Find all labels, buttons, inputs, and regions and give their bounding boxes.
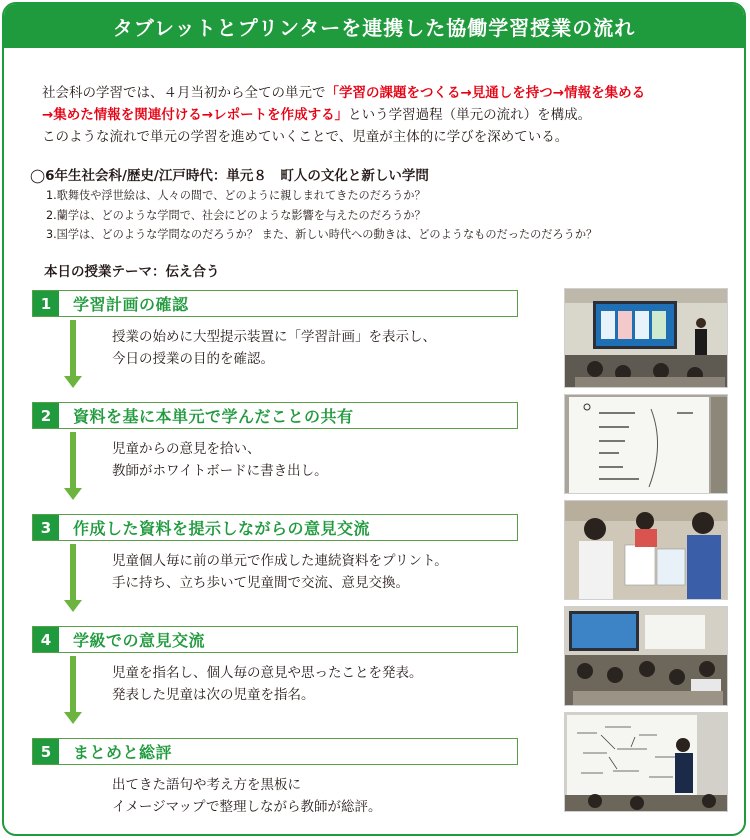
down-arrow-icon [62, 432, 84, 502]
step-title: 作成した資料を提示しながらの意見交流 [73, 519, 371, 538]
step-5-description [112, 774, 381, 818]
intro-text: このような流れで単元の学習を進めていくことで、児童が主体的に学びを深めている。 [42, 129, 569, 145]
step-description-line: 手に持ち、立ち歩いて児童間で交流、意見交換。 [112, 575, 409, 591]
whiteboard-photo [564, 394, 728, 494]
intro-text: 社会科の学習では、４月当初から全ての単元で [42, 85, 326, 101]
intro-paragraph [42, 82, 732, 148]
step-5-header [32, 738, 518, 765]
intro-highlight: 「学習の課題をつくる→見通しを持つ→情報を集める [325, 85, 646, 101]
class-discussion-photo [564, 606, 728, 706]
step-2-description [112, 438, 328, 482]
step-3-description [112, 550, 448, 594]
down-arrow-icon [62, 320, 84, 390]
students-exchange-photo [564, 500, 728, 600]
step-1-description [112, 326, 436, 370]
lesson-theme: 本日の授業テーマ：伝え合う [44, 264, 220, 280]
step-title: 学習計画の確認 [73, 295, 189, 314]
step-description-line: 児童個人毎に前の単元で作成した連続資料をプリント。 [112, 553, 448, 569]
intro-highlight: →集めた情報を関連付ける→レポートを作成する」 [42, 107, 349, 123]
down-arrow-icon [62, 544, 84, 614]
step-description-line: イメージマップで整理しながら教師が総評。 [112, 799, 382, 815]
step-2-header [32, 402, 518, 429]
question-item: 3.国学は、どのような学問なのだろうか？ また、新しい時代への動きは、どのようなものだったのだろうか？ [46, 228, 598, 241]
question-list [46, 186, 597, 245]
step-description-line: 児童を指名し、個人毎の意見や思ったことを発表。 [112, 665, 423, 681]
step-number: 4 [33, 627, 59, 652]
step-number: 1 [33, 291, 59, 316]
course-title: ◯6年生社会科/歴史/江戸時代：単元８ 町人の文化と新しい学問 [30, 168, 429, 184]
step-description-line: 出てきた語句や考え方を黒板に [112, 777, 301, 793]
question-item: 2.蘭学は、どのような学問で、社会にどのような影響を与えたのだろうか？ [46, 208, 426, 222]
down-arrow-icon [62, 656, 84, 726]
step-number: 2 [33, 403, 59, 428]
step-description-line: 今日の授業の目的を確認。 [112, 351, 274, 367]
question-item: 1.歌舞伎や浮世絵は、人々の間で、どのように親しまれてきたのだろうか？ [46, 189, 426, 202]
step-4-header [32, 626, 518, 653]
step-description-line: 教師がホワイトボードに書き出し。 [112, 463, 328, 479]
intro-text: という学習過程（単元の流れ）を構成。 [348, 107, 592, 123]
step-title: まとめと総評 [73, 743, 173, 762]
step-description-line: 授業の始めに大型提示装置に「学習計画」を表示し、 [112, 329, 436, 345]
step-1-header [32, 290, 518, 317]
classroom-photo-display [564, 288, 728, 388]
teacher-summary-photo [564, 712, 728, 812]
page-title: タブレットとプリンターを連携した協働学習授業の流れ [112, 15, 636, 40]
step-description-line: 児童からの意見を拾い、 [112, 441, 261, 457]
title-banner [4, 4, 744, 48]
step-3-header [32, 514, 518, 541]
step-4-description [112, 662, 423, 706]
step-description-line: 発表した児童は次の児童を指名。 [112, 687, 315, 703]
step-title: 学級での意見交流 [73, 631, 206, 650]
step-number: 3 [33, 515, 59, 540]
flow-panel [2, 2, 746, 836]
step-number: 5 [33, 739, 59, 764]
step-title: 資料を基に本単元で学んだことの共有 [73, 407, 354, 426]
